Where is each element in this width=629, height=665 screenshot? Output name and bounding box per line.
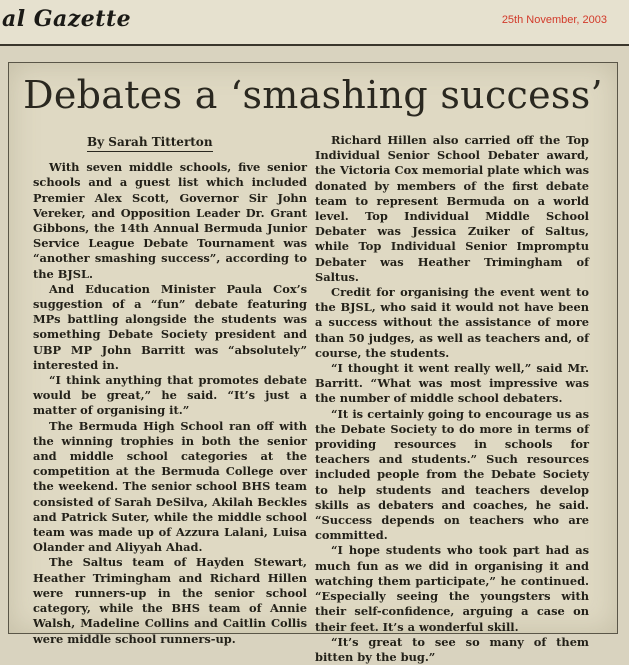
article-paragraph: “It’s great to see so many of them bitten by the bug.”: [315, 634, 589, 664]
newspaper-name: al Gazette: [2, 6, 132, 32]
article-headline: Debates a ‘smashing success’: [23, 73, 603, 117]
article-paragraph: Credit for organising the event went to the BJSL, who said it would not have been a success without the assistance of more than 50 judges, as well as teachers and, of course, the students.: [315, 285, 589, 360]
article-paragraph: With seven middle schools, five senior schools and a guest list which included Premier Alex Scott, Governor Sir John Vereker, and Opposition Leader Dr. Grant Gibbons, the 14th Annual Bermuda Junior Service League Debate Tournament was “another smashing success”, according to the BJSL.: [33, 160, 307, 281]
article-column-right: [315, 133, 589, 665]
article-paragraph: “I thought it went really well,” said Mr. Barritt. “What was most impressive was the number of middle school debaters.: [315, 361, 589, 406]
article-paragraph: Richard Hillen also carried off the Top Individual Senior School Debater award, the Victoria Cox memorial plate which was donated by members of the first debate team to represent Bermuda on a world level. Top Individual Middle School Debater was Jessica Zuiker of Saltus, while Top Individual Senior Impromptu Debater was Heather Trimingham of Saltus.: [315, 133, 589, 284]
article-paragraph: “It is certainly going to encourage us as the Debate Society to do more in terms of providing resources in schools for teachers and students.” Such resources included people from the Debate Society to help students and teachers develop skills as debaters and coaches, he said. “Success depends on teachers who are committed.: [315, 406, 589, 543]
article-paragraph: The Saltus team of Hayden Stewart, Heather Trimingham and Richard Hillen were runners-up in the senior school category, while the BHS team of Annie Walsh, Madeline Collins and Caitlin Collis were middle school runners-up.: [33, 555, 307, 646]
article-clipping: [8, 62, 618, 664]
article-byline: By Sarah Titterton: [87, 135, 213, 152]
article-paragraph: “I think anything that promotes debate would be great,” he said. “It’s just a matter of organising it.”: [33, 373, 307, 418]
newspaper-masthead: [0, 0, 629, 46]
publication-date: 25th November, 2003: [501, 14, 607, 26]
article-paragraph: And Education Minister Paula Cox’s suggestion of a “fun” debate featuring MPs battling alongside the students was something Debate Society president and UBP MP John Barritt was “absolutely” interested in.: [33, 281, 307, 372]
article-paragraph: “I hope students who took part had as much fun as we did in organising it and watching them participate,” he continued. “Especially seeing the youngsters with their self-confidence, arguing a case on their feet. It’s a wonderful skill.: [315, 543, 589, 634]
article-paragraph: The Bermuda High School ran off with the winning trophies in both the senior and middle school categories at the competition at the Bermuda College over the weekend. The senior school BHS team consisted of Sarah DeSilva, Akilah Beckles and Patrick Suter, while the middle school team was made up of Azzura Lalani, Luisa Olander and Aliyyah Ahad.: [33, 418, 307, 555]
article-column-left: [33, 133, 307, 647]
